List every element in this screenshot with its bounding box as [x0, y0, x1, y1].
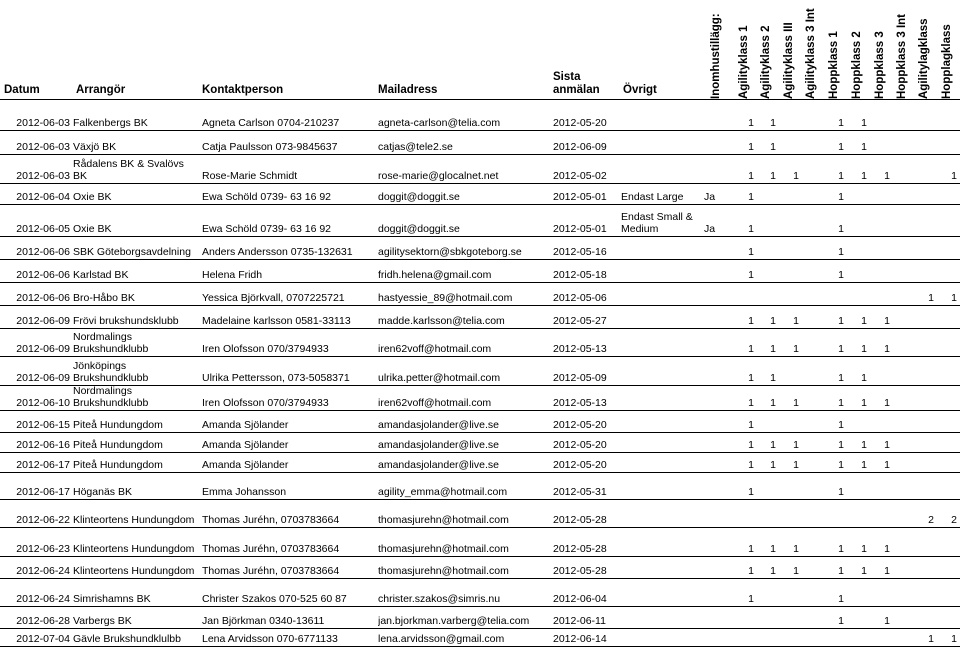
cell-class-mark: 1	[861, 543, 867, 555]
cell-class-mark: 1	[951, 292, 957, 304]
cell-arrangor: Varbergs BK	[73, 615, 132, 627]
cell-mailadress: amandasjolander@live.se	[378, 439, 499, 451]
cell-class-mark: 1	[793, 439, 799, 451]
cell-class-mark: 1	[793, 343, 799, 355]
cell-mailadress: agilitysektorn@sbkgoteborg.se	[378, 246, 522, 258]
cell-sista-anmalan: 2012-05-28	[553, 565, 607, 577]
cell-class-mark: 1	[861, 170, 867, 182]
header-class-5: Agilityklass 3 Int	[805, 8, 817, 99]
cell-arrangor: Bro-Håbo BK	[73, 292, 135, 304]
cell-class-mark: 1	[770, 565, 776, 577]
cell-arrangor: Oxie BK	[73, 191, 112, 203]
cell-datum: 2012-06-24	[16, 565, 70, 577]
cell-sista-anmalan: 2012-05-20	[553, 439, 607, 451]
cell-sista-anmalan: 2012-05-13	[553, 397, 607, 409]
row-divider	[0, 472, 960, 473]
cell-mailadress: ulrika.petter@hotmail.com	[378, 372, 501, 384]
cell-arrangor: Rådalens BK & Svalövs	[73, 158, 184, 170]
cell-class-mark: 1	[748, 565, 754, 577]
cell-arrangor: Oxie BK	[73, 223, 112, 235]
row-divider	[0, 410, 960, 411]
cell-mailadress: iren62voff@hotmail.com	[378, 397, 492, 409]
cell-class-mark: 1	[748, 439, 754, 451]
cell-sista-anmalan: 2012-05-18	[553, 269, 607, 281]
cell-class-mark: 1	[838, 170, 844, 182]
cell-kontaktperson: Amanda Sjölander	[202, 439, 289, 451]
cell-class-mark: 1	[838, 343, 844, 355]
cell-arrangor: SBK Göteborgsavdelning	[73, 246, 191, 258]
cell-datum: 2012-06-03	[16, 117, 70, 129]
cell-class-mark: 1	[884, 343, 890, 355]
cell-class-mark: 1	[748, 459, 754, 471]
column-separator	[551, 100, 552, 646]
cell-arrangor: Jönköpings	[73, 360, 127, 372]
cell-class-mark: 1	[884, 459, 890, 471]
cell-class-mark: 1	[793, 397, 799, 409]
header-class-3: Agilityklass 2	[760, 25, 772, 99]
cell-kontaktperson: Yessica Björkvall, 0707225721	[202, 292, 345, 304]
cell-arrangor: Brukshundklubb	[73, 372, 149, 384]
cell-class-mark: 1	[770, 117, 776, 129]
cell-arrangor: Falkenbergs BK	[73, 117, 148, 129]
cell-class-mark: 1	[748, 141, 754, 153]
row-divider	[0, 328, 960, 329]
cell-class-mark: 1	[748, 372, 754, 384]
cell-class-mark: 1	[748, 269, 754, 281]
row-divider	[0, 527, 960, 528]
row-divider	[0, 432, 960, 433]
cell-kontaktperson: Iren Olofsson 070/3794933	[202, 343, 329, 355]
cell-class-mark: 1	[838, 269, 844, 281]
cell-ovrigt: Endast Large	[621, 191, 684, 203]
cell-datum: 2012-06-06	[16, 246, 70, 258]
cell-class-mark: 1	[748, 343, 754, 355]
cell-ovrigt: Medium	[621, 223, 659, 235]
cell-kontaktperson: Lena Arvidsson 070-6771133	[202, 633, 338, 645]
cell-class-mark: 1	[793, 543, 799, 555]
cell-datum: 2012-06-15	[16, 419, 70, 431]
column-separator	[199, 100, 200, 646]
cell-datum: 2012-06-06	[16, 292, 70, 304]
cell-sista-anmalan: 2012-06-04	[553, 593, 607, 605]
cell-kontaktperson: Ewa Schöld 0739- 63 16 92	[202, 191, 332, 203]
cell-datum: 2012-06-03	[16, 141, 70, 153]
cell-kontaktperson: Amanda Sjölander	[202, 419, 289, 431]
cell-mailadress: doggit@doggit.se	[378, 223, 460, 235]
cell-arrangor: Piteå Hundungdom	[73, 459, 163, 471]
header-class-8: Hoppklass 3	[874, 31, 886, 99]
cell-sista-anmalan: 2012-05-31	[553, 486, 607, 498]
cell-arrangor: Frövi brukshundsklubb	[73, 315, 179, 327]
header-sista-line1: Sista	[553, 71, 581, 83]
cell-arrangor: Klinteortens Hundungdom	[73, 514, 195, 526]
row-divider	[0, 259, 960, 260]
cell-class-mark: 1	[838, 486, 844, 498]
header-class-10: Agilitylagklass	[918, 18, 930, 99]
row-divider	[0, 204, 960, 205]
cell-class-mark: 2	[928, 514, 934, 526]
header-class-6: Hoppklass 1	[828, 31, 840, 99]
cell-kontaktperson: Ewa Schöld 0739- 63 16 92	[202, 223, 332, 235]
cell-sista-anmalan: 2012-05-27	[553, 315, 607, 327]
cell-class-mark: 1	[838, 439, 844, 451]
cell-kontaktperson: Thomas Juréhn, 0703783664	[202, 514, 340, 526]
cell-kontaktperson: Jan Björkman 0340-13611	[202, 615, 325, 627]
cell-mailadress: iren62voff@hotmail.com	[378, 343, 492, 355]
cell-class-mark: 1	[884, 315, 890, 327]
cell-sista-anmalan: 2012-05-01	[553, 223, 607, 235]
row-divider	[0, 305, 960, 306]
cell-class-mark: 1	[951, 633, 957, 645]
cell-datum: 2012-06-09	[16, 372, 70, 384]
cell-class-mark: 1	[838, 593, 844, 605]
cell-class-mark: 1	[770, 372, 776, 384]
cell-kontaktperson: Agneta Carlson 0704-210237	[202, 117, 340, 129]
cell-class-mark: 1	[861, 439, 867, 451]
cell-datum: 2012-06-09	[16, 343, 70, 355]
cell-arrangor: Piteå Hundungdom	[73, 439, 163, 451]
row-divider	[0, 628, 960, 629]
cell-class-mark: 1	[861, 117, 867, 129]
cell-class-mark: 1	[793, 315, 799, 327]
header-class-1: Inomhustillägg:	[710, 13, 722, 99]
cell-class-mark: 1	[748, 191, 754, 203]
cell-datum: 2012-06-05	[16, 223, 70, 235]
cell-class-mark: 1	[884, 565, 890, 577]
cell-arrangor: Simrishamns BK	[73, 593, 151, 605]
cell-class-mark: 1	[884, 615, 890, 627]
cell-class-mark: 1	[793, 565, 799, 577]
cell-sista-anmalan: 2012-06-09	[553, 141, 607, 153]
cell-sista-anmalan: 2012-05-20	[553, 117, 607, 129]
row-divider	[0, 606, 960, 607]
cell-datum: 2012-06-17	[16, 486, 70, 498]
cell-sista-anmalan: 2012-05-16	[553, 246, 607, 258]
cell-arrangor: Gävle Brukshundklulbb	[73, 633, 181, 645]
cell-mailadress: rose-marie@glocalnet.net	[378, 170, 499, 182]
cell-sista-anmalan: 2012-05-20	[553, 419, 607, 431]
cell-class-mark: 1	[884, 397, 890, 409]
cell-class-mark: 1	[861, 141, 867, 153]
cell-arrangor: Brukshundklubb	[73, 343, 149, 355]
cell-kontaktperson: Catja Paulsson 073-9845637	[202, 141, 338, 153]
cell-sista-anmalan: 2012-05-28	[553, 514, 607, 526]
cell-class-mark: 1	[838, 543, 844, 555]
cell-class-mark: 1	[838, 419, 844, 431]
cell-arrangor: Växjö BK	[73, 141, 117, 153]
row-divider	[0, 282, 960, 283]
cell-kontaktperson: Iren Olofsson 070/3794933	[202, 397, 329, 409]
header-mailadress: Mailadress	[378, 84, 438, 96]
row-divider	[0, 452, 960, 453]
cell-class-mark: 1	[770, 170, 776, 182]
cell-mailadress: jan.bjorkman.varberg@telia.com	[378, 615, 530, 627]
cell-class-mark: 1	[748, 223, 754, 235]
cell-class-mark: 1	[884, 543, 890, 555]
cell-datum: 2012-06-28	[16, 615, 70, 627]
column-separator	[72, 100, 73, 646]
cell-class-mark: 1	[838, 246, 844, 258]
header-class-4: Agilityklass III	[783, 22, 795, 99]
row-divider	[0, 154, 960, 155]
cell-class-mark: 1	[861, 459, 867, 471]
cell-kontaktperson: Emma Johansson	[202, 486, 287, 498]
cell-kontaktperson: Thomas Juréhn, 0703783664	[202, 543, 340, 555]
cell-class-mark: 1	[838, 565, 844, 577]
header-divider	[0, 99, 960, 100]
cell-class-mark: 1	[793, 459, 799, 471]
column-separator	[376, 100, 377, 646]
cell-class-mark: 1	[838, 372, 844, 384]
header-ovrigt: Övrigt	[623, 84, 657, 96]
cell-class-mark: 1	[838, 397, 844, 409]
row-divider	[0, 183, 960, 184]
cell-class-mark: 1	[951, 170, 957, 182]
cell-datum: 2012-06-04	[16, 191, 70, 203]
header-kontaktperson: Kontaktperson	[202, 84, 284, 96]
cell-mailadress: amandasjolander@live.se	[378, 459, 499, 471]
cell-mailadress: hastyessie_89@hotmail.com	[378, 292, 513, 304]
cell-mailadress: lena.arvidsson@gmail.com	[378, 633, 505, 645]
header-class-2: Agilityklass 1	[738, 25, 750, 99]
cell-class-mark: 1	[838, 117, 844, 129]
cell-mailadress: thomasjurehn@hotmail.com	[378, 514, 509, 526]
cell-mailadress: agility_emma@hotmail.com	[378, 486, 508, 498]
cell-class-mark: 1	[838, 459, 844, 471]
cell-inomhustillagg: Ja	[704, 223, 716, 235]
cell-sista-anmalan: 2012-05-02	[553, 170, 607, 182]
column-separator	[620, 100, 621, 646]
cell-class-mark: 1	[748, 419, 754, 431]
cell-arrangor: Brukshundklubb	[73, 397, 149, 409]
cell-kontaktperson: Thomas Juréhn, 0703783664	[202, 565, 340, 577]
cell-arrangor: BK	[73, 170, 88, 182]
cell-mailadress: madde.karlsson@telia.com	[378, 315, 505, 327]
cell-class-mark: 1	[838, 315, 844, 327]
cell-arrangor: Klinteortens Hundungdom	[73, 543, 195, 555]
header-class-11: Hopplagklass	[941, 24, 953, 99]
cell-class-mark: 1	[748, 117, 754, 129]
row-divider	[0, 236, 960, 237]
cell-class-mark: 1	[770, 141, 776, 153]
cell-arrangor: Nordmalings	[73, 385, 132, 397]
cell-kontaktperson: Anders Andersson 0735-132631	[202, 246, 353, 258]
cell-mailadress: thomasjurehn@hotmail.com	[378, 565, 509, 577]
cell-inomhustillagg: Ja	[704, 191, 716, 203]
cell-class-mark: 1	[884, 439, 890, 451]
cell-class-mark: 1	[861, 565, 867, 577]
cell-sista-anmalan: 2012-05-20	[553, 459, 607, 471]
cell-class-mark: 1	[748, 246, 754, 258]
cell-datum: 2012-06-03	[16, 170, 70, 182]
cell-class-mark: 1	[770, 397, 776, 409]
row-divider	[0, 130, 960, 131]
cell-class-mark: 1	[861, 315, 867, 327]
cell-datum: 2012-06-09	[16, 315, 70, 327]
cell-class-mark: 1	[770, 439, 776, 451]
row-divider	[0, 556, 960, 557]
header-class-7: Hoppklass 2	[851, 31, 863, 99]
cell-class-mark: 1	[928, 633, 934, 645]
cell-mailadress: fridh.helena@gmail.com	[378, 269, 492, 281]
cell-mailadress: thomasjurehn@hotmail.com	[378, 543, 509, 555]
cell-class-mark: 1	[861, 343, 867, 355]
cell-class-mark: 1	[928, 292, 934, 304]
cell-class-mark: 1	[748, 486, 754, 498]
cell-class-mark: 1	[770, 343, 776, 355]
cell-sista-anmalan: 2012-06-11	[553, 615, 606, 627]
cell-sista-anmalan: 2012-05-09	[553, 372, 607, 384]
cell-sista-anmalan: 2012-05-06	[553, 292, 607, 304]
cell-kontaktperson: Ulrika Pettersson, 073-5058371	[202, 372, 350, 384]
cell-mailadress: doggit@doggit.se	[378, 191, 460, 203]
header-datum: Datum	[4, 84, 40, 96]
cell-kontaktperson: Madelaine karlsson 0581-33113	[202, 315, 351, 327]
cell-class-mark: 1	[770, 459, 776, 471]
cell-class-mark: 1	[748, 315, 754, 327]
header-class-9: Hoppklass 3 Int	[896, 14, 908, 99]
row-divider	[0, 499, 960, 500]
cell-class-mark: 1	[748, 593, 754, 605]
cell-kontaktperson: Helena Fridh	[202, 269, 263, 281]
cell-class-mark: 1	[748, 397, 754, 409]
cell-class-mark: 1	[748, 543, 754, 555]
cell-datum: 2012-06-06	[16, 269, 70, 281]
cell-class-mark: 1	[770, 543, 776, 555]
cell-mailadress: agneta-carlson@telia.com	[378, 117, 501, 129]
cell-kontaktperson: Rose-Marie Schmidt	[202, 170, 298, 182]
cell-mailadress: amandasjolander@live.se	[378, 419, 499, 431]
cell-arrangor: Karlstad BK	[73, 269, 129, 281]
cell-kontaktperson: Amanda Sjölander	[202, 459, 289, 471]
cell-kontaktperson: Christer Szakos 070-525 60 87	[202, 593, 347, 605]
cell-ovrigt: Endast Small &	[621, 211, 693, 223]
header-sista-line2: anmälan	[553, 84, 600, 96]
cell-class-mark: 1	[884, 170, 890, 182]
cell-sista-anmalan: 2012-05-01	[553, 191, 607, 203]
cell-arrangor: Höganäs BK	[73, 486, 132, 498]
cell-class-mark: 1	[838, 223, 844, 235]
cell-class-mark: 1	[861, 372, 867, 384]
cell-mailadress: catjas@tele2.se	[378, 141, 453, 153]
cell-sista-anmalan: 2012-05-28	[553, 543, 607, 555]
cell-class-mark: 2	[951, 514, 957, 526]
cell-datum: 2012-06-24	[16, 593, 70, 605]
cell-class-mark: 1	[838, 191, 844, 203]
cell-arrangor: Nordmalings	[73, 331, 132, 343]
cell-class-mark: 1	[793, 170, 799, 182]
cell-class-mark: 1	[838, 141, 844, 153]
row-divider	[0, 578, 960, 579]
cell-sista-anmalan: 2012-06-14	[553, 633, 607, 645]
cell-class-mark: 1	[770, 315, 776, 327]
cell-sista-anmalan: 2012-05-13	[553, 343, 607, 355]
cell-class-mark: 1	[748, 170, 754, 182]
cell-arrangor: Piteå Hundungdom	[73, 419, 163, 431]
cell-class-mark: 1	[861, 397, 867, 409]
cell-datum: 2012-06-16	[16, 439, 70, 451]
header-arrangor: Arrangör	[76, 84, 126, 96]
cell-class-mark: 1	[838, 615, 844, 627]
cell-mailadress: christer.szakos@simris.nu	[378, 593, 501, 605]
row-divider	[0, 356, 960, 357]
cell-datum: 2012-06-10	[16, 397, 70, 409]
cell-datum: 2012-06-23	[16, 543, 70, 555]
cell-datum: 2012-06-17	[16, 459, 70, 471]
cell-arrangor: Klinteortens Hundungdom	[73, 565, 195, 577]
cell-datum: 2012-07-04	[16, 633, 70, 645]
cell-datum: 2012-06-22	[16, 514, 70, 526]
